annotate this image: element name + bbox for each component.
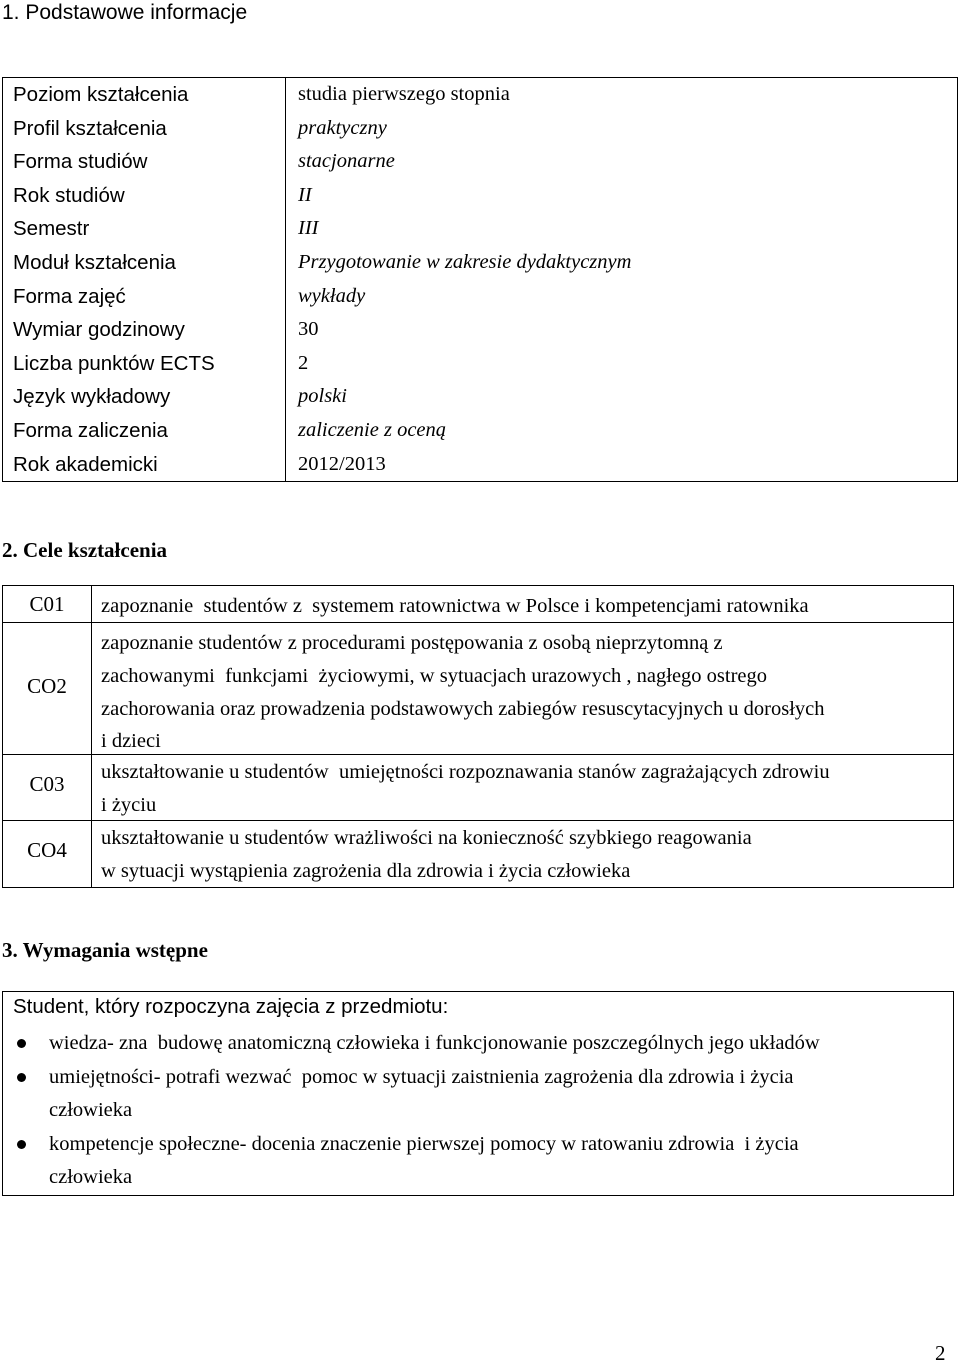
table-row (3, 212, 957, 245)
goal-line: zachowanymi funkcjami życiowymi, w sytuacjach urazowych , nagłego ostrego (101, 664, 768, 687)
row-label: Rok studiów (13, 183, 125, 207)
goal-line: zachorowania oraz prowadzenia podstawowych zabiegów resuscytacyjnych u dorosłych (101, 697, 825, 720)
row-value: II (298, 183, 312, 206)
goal-line: ukształtowanie u studentów wrażliwości na konieczność szybkiego reagowania (101, 827, 752, 849)
bullet-icon (17, 1140, 26, 1149)
list-item-line: człowieka (49, 1098, 133, 1121)
row-value: studia pierwszego stopnia (298, 83, 510, 105)
bullet-icon (17, 1073, 26, 1082)
section-2-heading: 2. Cele kształcenia (2, 538, 168, 562)
basic-info-table (2, 77, 958, 482)
row-value: polski (298, 385, 347, 408)
goal-code: CO4 (27, 838, 67, 862)
row-value: III (298, 217, 319, 240)
list-item-line: kompetencje społeczne- docenia znaczenie pierwszej pomocy w ratowaniu zdrowia i życia (49, 1133, 799, 1155)
row-label: Profil kształcenia (13, 116, 167, 140)
row-label: Semestr (13, 217, 90, 241)
section-3-heading: 3. Wymagania wstępne (2, 938, 208, 962)
prerequisites-intro: Student, który rozpoczyna zajęcia z przedmiotu: (13, 995, 449, 1018)
table-row (3, 347, 957, 380)
list-item (49, 1027, 949, 1060)
table-row (3, 280, 957, 313)
table-row (3, 414, 957, 447)
table-row (3, 313, 957, 346)
row-value: wykłady (298, 284, 366, 307)
list-item (49, 1061, 949, 1126)
goal-line: zapoznanie studentów z procedurami postępowania z osobą nieprzytomną z (101, 632, 723, 654)
row-label: Poziom kształcenia (13, 83, 189, 106)
list-item (49, 1128, 949, 1193)
row-value: 2 (298, 351, 309, 374)
row-label: Forma zajęć (13, 284, 126, 308)
row-value: 2012/2013 (298, 452, 386, 475)
table-row (3, 78, 957, 111)
table-row (3, 179, 957, 212)
goal-description (101, 627, 946, 758)
list-item-line: wiedza- zna budowę anatomiczną człowieka i funkcjonowanie poszczególnych jego układów (49, 1032, 820, 1054)
row-value: stacjonarne (298, 150, 395, 173)
prerequisites-box (2, 991, 954, 1196)
goal-description (101, 756, 946, 822)
row-label: Moduł kształcenia (13, 251, 176, 274)
table-row (3, 145, 957, 178)
row-value: praktyczny (298, 116, 387, 139)
row-label: Liczba punktów ECTS (13, 351, 215, 375)
row-label: Wymiar godzinowy (13, 318, 185, 342)
row-label: Forma zaliczenia (13, 419, 168, 442)
row-value: zaliczenie z oceną (298, 419, 447, 441)
goal-line: ukształtowanie u studentów umiejętności rozpoznawania stanów zagrażających zdrowiu (101, 761, 830, 783)
goal-code: CO2 (27, 674, 67, 698)
goals-table (2, 585, 954, 888)
goal-line: i dzieci (101, 730, 161, 753)
goal-code: C03 (29, 772, 65, 796)
goal-description (101, 822, 946, 888)
bullet-icon (17, 1039, 26, 1048)
page-number: 2 (935, 1341, 946, 1365)
goal-description (101, 590, 946, 623)
row-label: Język wykładowy (13, 385, 171, 409)
list-item-line: umiejętności- potrafi wezwać pomoc w sytuacji zaistnienia zagrożenia dla zdrowia i życia (49, 1066, 794, 1088)
list-item-line: człowieka (49, 1165, 133, 1188)
table-row (3, 246, 957, 279)
section-1-heading: 1. Podstawowe informacje (2, 1, 248, 24)
row-label: Rok akademicki (13, 452, 158, 476)
table-row (3, 380, 957, 413)
row-value: 30 (298, 318, 319, 341)
table-row (3, 112, 957, 145)
goal-line: w sytuacji wystąpienia zagrożenia dla zdrowia i życia człowieka (101, 859, 631, 882)
row-value: Przygotowanie w zakresie dydaktycznym (298, 251, 632, 273)
goal-line: i życiu (101, 793, 157, 816)
row-label: Forma studiów (13, 150, 148, 174)
goal-code: C01 (29, 592, 65, 616)
table-row (3, 448, 957, 481)
goal-line: zapoznanie studentów z systemem ratownictwa w Polsce i kompetencjami ratownika (101, 595, 809, 617)
table-column-divider (91, 586, 92, 887)
